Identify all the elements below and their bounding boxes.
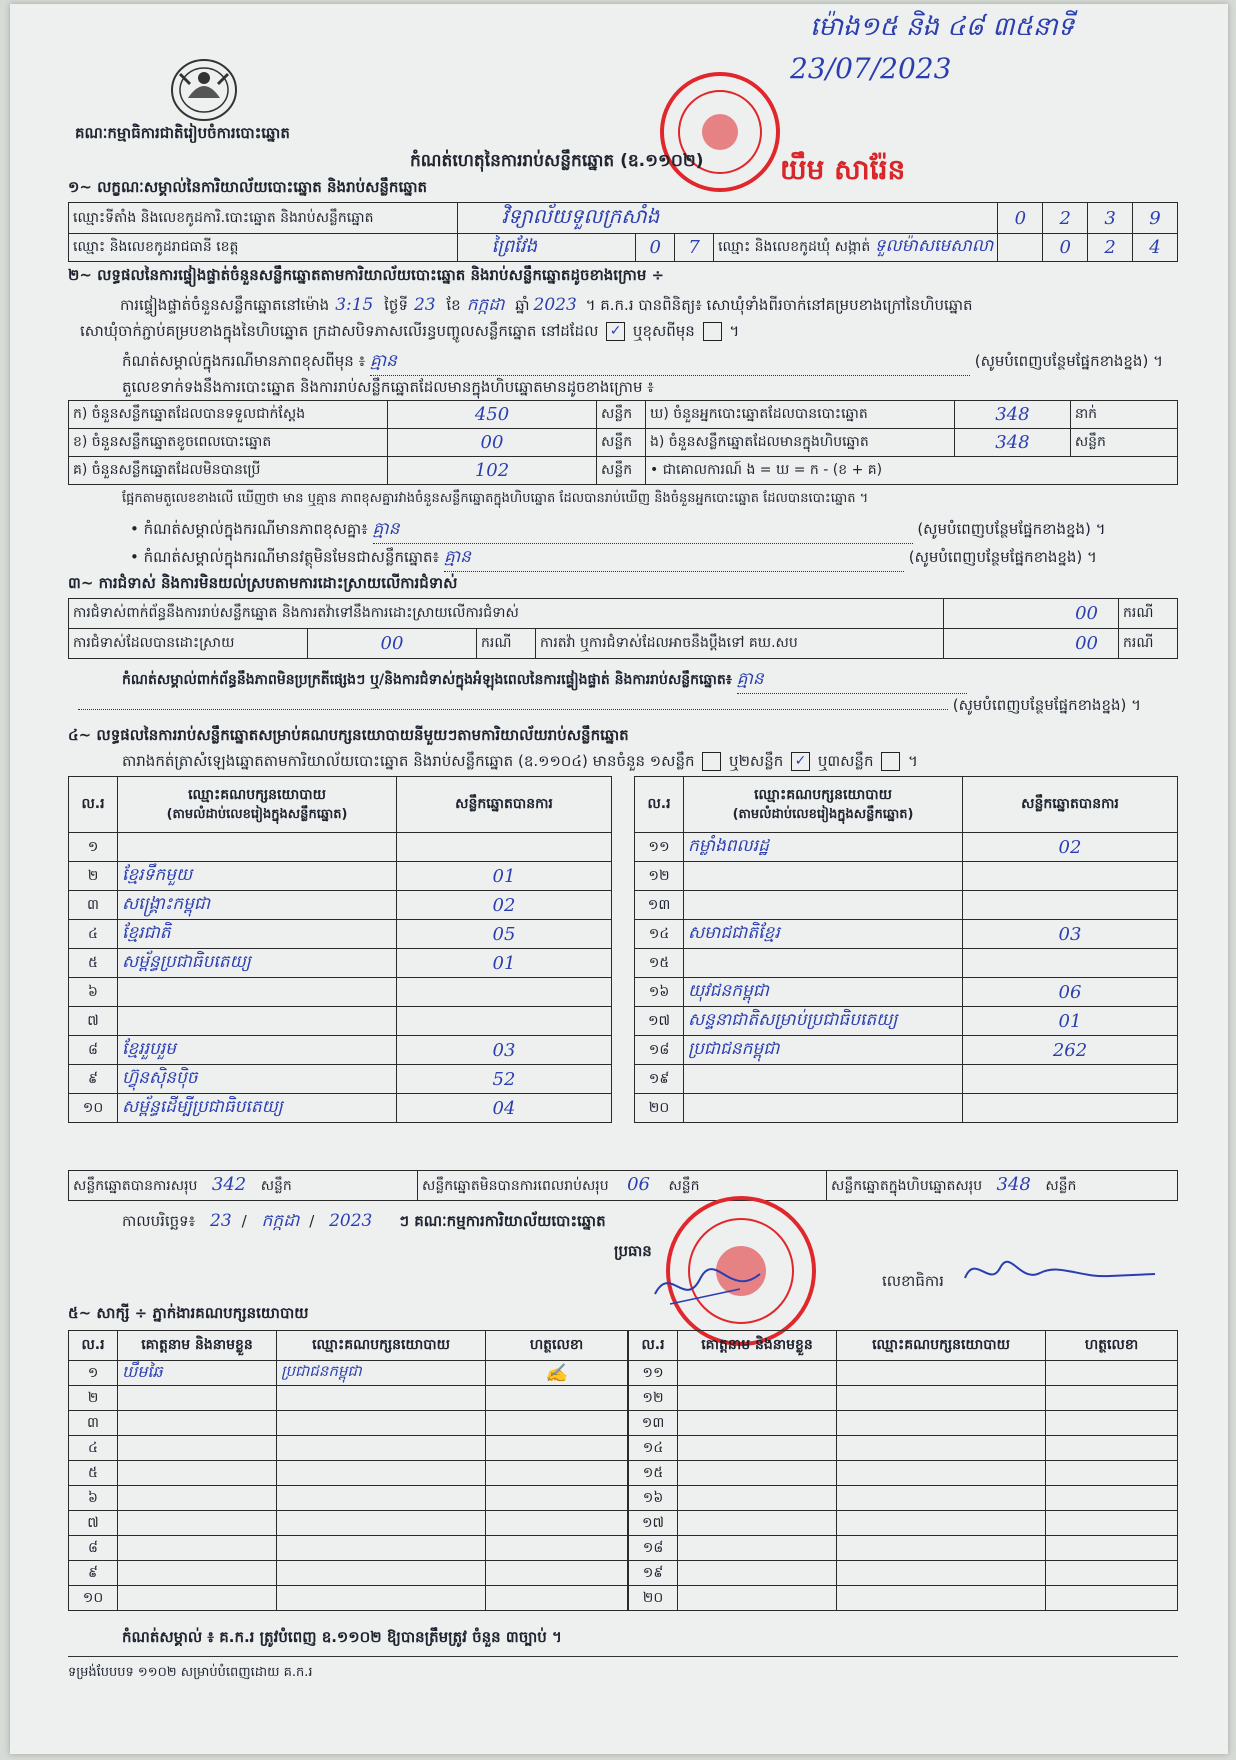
- result-no: ២០: [635, 1094, 684, 1123]
- result-no: ១៨: [635, 1036, 684, 1065]
- result-no: ២: [69, 862, 118, 891]
- witness-name: [118, 1486, 277, 1511]
- witness-row: [69, 1361, 628, 1386]
- result-party: សម្ព័ន្ធដើម្បីប្រជាធិបតេយ្យ: [118, 1094, 397, 1123]
- result-votes: [963, 949, 1178, 978]
- objection-row-label: ការជំទាស់ពាក់ព័ន្ធនឹងការរាប់សន្លឹកឆ្នោត និងការតវ៉ាទៅនឹងការដោះស្រាយលើការជំទាស់: [69, 599, 944, 629]
- result-votes: 02: [963, 833, 1178, 862]
- result-no: ១៧: [635, 1007, 684, 1036]
- foreign-object-bullet-value: គ្មាន: [444, 546, 904, 572]
- resolved-label: ការជំទាស់ដែលបានដោះស្រាយ: [69, 629, 308, 659]
- witness-signature: [486, 1586, 628, 1611]
- witness-party: [277, 1561, 486, 1586]
- witness-name: [678, 1361, 837, 1386]
- section4-heading: ៤~ លទ្ធផលនៃការរាប់សន្លឹកឆ្នោតសម្រាប់គណបក្សនយោបាយនីមួយៗតាមការិយាល័យរាប់សន្លឹកឆ្នោត: [68, 726, 629, 744]
- resolved-unit: ករណី: [477, 629, 536, 659]
- appeal-value: 00: [944, 629, 1119, 659]
- witness-signature: [486, 1561, 628, 1586]
- result-row: [635, 1036, 1178, 1065]
- commune-code-digit: 0: [1043, 234, 1088, 262]
- stats-unit: សន្លឹក: [597, 429, 646, 457]
- witness-name: [678, 1586, 837, 1611]
- difference-note: កំណត់សម្គាល់ក្នុងករណីមានភាពខុសពីមុន ៖ គ្មាន (សូមបំពេញបន្ថែមផ្នែកខាងខ្នង) ។: [122, 350, 1163, 376]
- result-votes: 01: [963, 1007, 1178, 1036]
- compare-line: ផ្អែកតាមតួលេខខាងលើ ឃើញថា មាន ឬគ្មាន ភាពខុសគ្នារវាងចំនួនសន្លឹកឆ្នោតក្នុងហិបឆ្នោត ដែលបានរាប់ឃើញ និងចំនួនអ្នកបោះឆ្នោត ដែលបានបោះឆ្នោត ។: [122, 491, 869, 506]
- one-sheet-checkbox[interactable]: [702, 752, 721, 771]
- commune-label-value: ឈ្មោះ និងលេខកូដឃុំ សង្កាត់ ទួលម៉ាសមេសាលា: [714, 234, 998, 262]
- witness-no: ១៧: [629, 1511, 678, 1536]
- witness-signature: [1046, 1586, 1178, 1611]
- result-party: សន្ទនាជាតិសម្រាប់ប្រជាធិបតេយ្យ: [684, 1007, 963, 1036]
- witness-name: [678, 1436, 837, 1461]
- result-no: ១: [69, 833, 118, 862]
- witness-name: [118, 1386, 277, 1411]
- witness-name: [118, 1436, 277, 1461]
- objection-row-unit: ករណី: [1119, 599, 1178, 629]
- result-votes: [963, 891, 1178, 920]
- witness-no: ១៣: [629, 1411, 678, 1436]
- result-row: [635, 1094, 1178, 1123]
- result-votes: 52: [397, 1065, 612, 1094]
- result-party: សង្គ្រោះកម្ពុជា: [118, 891, 397, 920]
- witness-row: [69, 1561, 628, 1586]
- result-row: [69, 833, 612, 862]
- stats-label: ឃ) ចំនួនអ្នកបោះឆ្នោតដែលបានបោះឆ្នោត: [646, 401, 955, 429]
- foreign-object-bullet: • កំណត់សម្គាល់ក្នុងករណីមានវត្ថុមិនមែនជាសន្លឹកឆ្នោត៖ គ្មាន (សូមបំពេញបន្ថែមផ្នែកខាងខ្នង) ។: [130, 546, 1097, 572]
- result-party: សមាជជាតិខ្មែរ: [684, 920, 963, 949]
- witness-row: [629, 1361, 1178, 1386]
- result-no: ៩: [69, 1065, 118, 1094]
- witness-no: ៥: [69, 1461, 118, 1486]
- commune-code-digit: 2: [1088, 234, 1133, 262]
- witness-no: ៤: [69, 1436, 118, 1461]
- province-label: ឈ្មោះ និងលេខកូដរាជធានី ខេត្ត: [69, 234, 458, 262]
- location-label: ឈ្មោះទីតាំង និងលេខកូដការិ.បោះឆ្នោត និងរាប់សន្លឹកឆ្នោត: [69, 203, 458, 234]
- witness-row: [629, 1436, 1178, 1461]
- witness-row: [629, 1386, 1178, 1411]
- witness-name: [118, 1586, 277, 1611]
- col-no: ល.រ: [69, 777, 118, 833]
- handwritten-time-note: ម៉ោង១៥ និង ៤៨ ៣៥នាទី: [810, 12, 1075, 42]
- witness-row: [629, 1486, 1178, 1511]
- difference-bullet-value: គ្មាន: [373, 518, 913, 544]
- result-row: [69, 862, 612, 891]
- witness-signature: [1046, 1536, 1178, 1561]
- col-party: ឈ្មោះគណបក្សនយោបាយ (តាមលំដាប់លេខរៀងក្នុងសន្លឹកឆ្នោត): [684, 777, 963, 833]
- result-party: [684, 949, 963, 978]
- result-votes: [963, 1065, 1178, 1094]
- result-row: [635, 891, 1178, 920]
- result-no: ១០: [69, 1094, 118, 1123]
- witness-no: ២: [69, 1386, 118, 1411]
- witness-no: ៣: [69, 1411, 118, 1436]
- result-party: យុវជនកម្ពុជា: [684, 978, 963, 1007]
- col-name: គោត្តនាម និងនាមខ្លួន: [678, 1331, 837, 1361]
- witness-row: [69, 1461, 628, 1486]
- signing-date: កាលបរិច្ឆេទ៖ 23 / កក្កដា / 2023 ៗ គណៈកម្មការការិយាល័យបោះឆ្នោត: [122, 1211, 606, 1231]
- stats-value: 00: [388, 429, 597, 457]
- result-no: ៤: [69, 920, 118, 949]
- section5-heading: ៥~ សាក្សី ÷ ភ្នាក់ងារគណបក្សនយោបាយ: [68, 1304, 309, 1322]
- difference-bullet: • កំណត់សម្គាល់ក្នុងករណីមានភាពខុសគ្នា៖ គ្មាន (សូមបំពេញបន្ថែមផ្នែកខាងខ្នង) ។: [130, 518, 1106, 544]
- witness-name: [118, 1511, 277, 1536]
- section1-heading: ១~ លក្ខណៈសម្គាល់នៃការិយាល័យបោះឆ្នោត និងរាប់សន្លឹកឆ្នោត: [68, 178, 428, 196]
- witness-no: ២០: [629, 1586, 678, 1611]
- stats-value: 348: [955, 401, 1071, 429]
- location-value: វិទ្យាល័យទួលក្រសាំង: [457, 203, 998, 234]
- witness-signature: [1046, 1511, 1178, 1536]
- witness-row: [629, 1536, 1178, 1561]
- result-party: ប្រជាជនកម្ពុជា: [684, 1036, 963, 1065]
- witness-table-left: [68, 1330, 628, 1611]
- witness-party: [837, 1561, 1046, 1586]
- same-checkbox[interactable]: ✓: [606, 322, 625, 341]
- witness-signature: ✍: [486, 1361, 628, 1386]
- witness-row: [629, 1411, 1178, 1436]
- col-sign: ហត្ថលេខា: [486, 1331, 628, 1361]
- col-party: ឈ្មោះគណបក្សនយោបាយ: [837, 1331, 1046, 1361]
- result-party: [684, 862, 963, 891]
- witness-party: [277, 1511, 486, 1536]
- form-title: កំណត់ហេតុនៃការរាប់សន្លឹកឆ្នោត (ឧ.១១០២): [410, 151, 704, 171]
- section1-table: [68, 202, 1178, 262]
- appeal-label: ការតវ៉ា ឬការជំទាស់ដែលអាចនឹងប្តឹងទៅ គឃ.សប: [536, 629, 944, 659]
- witness-signature: [1046, 1461, 1178, 1486]
- stats-value: 102: [388, 457, 597, 485]
- results-totals: [68, 1170, 1178, 1201]
- province-code-digit: 7: [675, 234, 714, 262]
- location-code-digit: 9: [1133, 203, 1178, 234]
- col-sign: ហត្ថលេខា: [1046, 1331, 1178, 1361]
- irregularity-note-value: គ្មាន: [737, 668, 967, 694]
- witness-name: [678, 1536, 837, 1561]
- three-sheet-checkbox[interactable]: [881, 752, 900, 771]
- secretary-label: លេខាធិការ: [882, 1272, 944, 1290]
- secretary-signature-icon: [960, 1248, 1160, 1302]
- objection-row-value: 00: [944, 599, 1119, 629]
- witness-name: [678, 1486, 837, 1511]
- witness-signature: [486, 1436, 628, 1461]
- witness-table-right: [628, 1330, 1178, 1611]
- result-votes: [963, 1094, 1178, 1123]
- stats-label: ខ) ចំនួនសន្លឹកឆ្នោតខូចពេលបោះឆ្នោត: [69, 429, 388, 457]
- total-valid: សន្លឹកឆ្នោតបានការសរុប 342 សន្លឹក: [69, 1171, 418, 1201]
- stats-label: ក) ចំនួនសន្លឹកឆ្នោតដែលបានទទួលជាក់ស្តែង: [69, 401, 388, 429]
- result-row: [635, 1065, 1178, 1094]
- location-code-digit: 0: [998, 203, 1043, 234]
- witness-row: [69, 1511, 628, 1536]
- witness-party: ប្រជាជនកម្ពុជា: [277, 1361, 486, 1386]
- witness-no: ១១: [629, 1361, 678, 1386]
- witness-no: ១២: [629, 1386, 678, 1411]
- verification-line-2: សោឃុំចាក់ភ្ជាប់គម្របខាងក្នុងនៃហិបឆ្នោត ក្រដាសបិទភាសលើរន្ធបញ្ចូលសន្លឹកឆ្នោត នៅដដែល ✓ ឬខុសពីមុន ។: [80, 322, 740, 340]
- witness-signature: [486, 1386, 628, 1411]
- result-row: [69, 1065, 612, 1094]
- province-code-digit: 0: [636, 234, 675, 262]
- verification-line-1: ការផ្ទៀងផ្ទាត់ចំនួនសន្លឹកឆ្នោតនៅម៉ោង 3:15 ថ្ងៃទី 23 ខែ កក្កដា ឆ្នាំ 2023 ។ គ.ក.រ បានពិនិត្យ៖ សោឃុំទាំងពីរចាក់នៅគម្របខាងក្រៅនៃហិបឆ្នោត: [120, 295, 973, 315]
- two-sheet-checkbox[interactable]: ✓: [791, 752, 810, 771]
- witness-signature: [1046, 1361, 1178, 1386]
- location-code-digit: 3: [1088, 203, 1133, 234]
- commune-code-empty: [998, 234, 1043, 262]
- witness-signature: [1046, 1486, 1178, 1511]
- org-name: គណៈកម្មាធិការជាតិរៀបចំការបោះឆ្នោត: [75, 124, 290, 142]
- result-votes: 01: [397, 949, 612, 978]
- result-party: កម្លាំងពលរដ្ឋ: [684, 833, 963, 862]
- witness-no: ១០: [69, 1586, 118, 1611]
- nec-emblem-icon: [168, 54, 240, 124]
- witness-party: [837, 1461, 1046, 1486]
- witness-no: ១: [69, 1361, 118, 1386]
- result-votes: 01: [397, 862, 612, 891]
- stats-table: [68, 400, 1178, 485]
- witness-party: [277, 1386, 486, 1411]
- total-invalid: សន្លឹកឆ្នោតមិនបានការពេលរាប់សរុប 06 សន្លឹក: [418, 1171, 827, 1201]
- footer-note: កំណត់សម្គាល់ ៖ គ.ក.រ ត្រូវបំពេញ ឧ.១១០២ ឱ្យបានត្រឹមត្រូវ ចំនួន ៣ច្បាប់ ។: [122, 1628, 562, 1646]
- commune-code-digit: 4: [1133, 234, 1178, 262]
- result-row: [635, 862, 1178, 891]
- result-no: ១១: [635, 833, 684, 862]
- irregularity-note-continued: (សូមបំពេញបន្ថែមផ្នែកខាងខ្នង) ។: [78, 696, 1141, 718]
- witness-party: [837, 1486, 1046, 1511]
- col-no: ល.រ: [635, 777, 684, 833]
- result-votes: [963, 862, 1178, 891]
- result-row: [69, 920, 612, 949]
- witness-party: [837, 1511, 1046, 1536]
- result-no: ១៩: [635, 1065, 684, 1094]
- result-no: ៥: [69, 949, 118, 978]
- result-party: [684, 1065, 963, 1094]
- witness-row: [69, 1486, 628, 1511]
- witness-party: [277, 1461, 486, 1486]
- witness-name: [678, 1386, 837, 1411]
- witness-row: [69, 1411, 628, 1436]
- result-no: ១៤: [635, 920, 684, 949]
- witness-signature: [486, 1486, 628, 1511]
- result-row: [635, 978, 1178, 1007]
- witness-signature: [1046, 1561, 1178, 1586]
- result-row: [635, 949, 1178, 978]
- stats-unit: នាក់: [1070, 401, 1177, 429]
- witness-party: [837, 1536, 1046, 1561]
- results-table-left: [68, 776, 612, 1123]
- result-no: ៨: [69, 1036, 118, 1065]
- result-party: ខ្មែរជាតិ: [118, 920, 397, 949]
- stats-intro: តួលេខទាក់ទងនឹងការបោះឆ្នោត និងការរាប់សន្លឹកឆ្នោតដែលមានក្នុងហិបឆ្នោតមានដូចខាងក្រោម ៖: [122, 378, 654, 396]
- footer-bottom: ទម្រង់បែបបទ ១១០២ សម្រាប់បំពេញដោយ គ.ក.រ: [68, 1665, 313, 1680]
- witness-signature: [1046, 1436, 1178, 1461]
- result-party: [118, 978, 397, 1007]
- col-name: គោត្តនាម និងនាមខ្លួន: [118, 1331, 277, 1361]
- result-votes: 03: [397, 1036, 612, 1065]
- witness-party: [277, 1411, 486, 1436]
- witness-party: [837, 1411, 1046, 1436]
- result-no: ៦: [69, 978, 118, 1007]
- result-no: ១៦: [635, 978, 684, 1007]
- witness-party: [837, 1386, 1046, 1411]
- witness-name: ឃឹមឆៃ: [118, 1361, 277, 1386]
- col-party: ឈ្មោះគណបក្សនយោបាយ: [277, 1331, 486, 1361]
- witness-no: ១៦: [629, 1486, 678, 1511]
- result-no: ១២: [635, 862, 684, 891]
- witness-no: ១៨: [629, 1536, 678, 1561]
- witness-no: ១៤: [629, 1436, 678, 1461]
- result-row: [69, 891, 612, 920]
- result-votes: 04: [397, 1094, 612, 1123]
- total-box: សន្លឹកឆ្នោតក្នុងហិបឆ្នោតសរុប 348 សន្លឹក: [827, 1171, 1178, 1201]
- stats-label: ង) ចំនួនសន្លឹកឆ្នោតដែលមានក្នុងហិបឆ្នោត: [646, 429, 955, 457]
- difference-note-value: គ្មាន: [370, 350, 970, 376]
- witness-name: [678, 1461, 837, 1486]
- section2-heading: ២~ លទ្ធផលនៃការផ្ទៀងផ្ទាត់ចំនួនសន្លឹកឆ្នោតតាមការិយាល័យបោះឆ្នោត និងរាប់សន្លឹកឆ្នោតដូចខាងក្រោម ÷: [68, 266, 665, 284]
- witness-party: [277, 1586, 486, 1611]
- stats-formula: • ជាគោលការណ៍ ង = ឃ = ក - (ខ + គ): [646, 457, 1178, 485]
- witness-signature: [486, 1411, 628, 1436]
- witness-party: [277, 1486, 486, 1511]
- witness-row: [629, 1561, 1178, 1586]
- witness-party: [837, 1436, 1046, 1461]
- result-row: [69, 1094, 612, 1123]
- result-no: ១៣: [635, 891, 684, 920]
- result-no: ៣: [69, 891, 118, 920]
- witness-name: [118, 1561, 277, 1586]
- province-value: ព្រៃវែង: [457, 234, 636, 262]
- witness-name: [678, 1561, 837, 1586]
- result-row: [69, 949, 612, 978]
- col-votes: សន្លឹកឆ្នោតបានការ: [963, 777, 1178, 833]
- witness-row: [629, 1461, 1178, 1486]
- witness-signature: [1046, 1411, 1178, 1436]
- result-votes: 262: [963, 1036, 1178, 1065]
- section3-heading: ៣~ ការជំទាស់ និងការមិនយល់ស្របតាមការដោះស្រាយលើការជំទាស់: [68, 574, 458, 592]
- stats-value: 450: [388, 401, 597, 429]
- witness-row: [629, 1511, 1178, 1536]
- witness-party: [277, 1536, 486, 1561]
- stats-value: 348: [955, 429, 1071, 457]
- footer-rule: [68, 1656, 1178, 1657]
- result-party: សម្ព័ន្ធប្រជាធិបតេយ្យ: [118, 949, 397, 978]
- result-row: [69, 1036, 612, 1065]
- result-votes: 02: [397, 891, 612, 920]
- witness-signature: [1046, 1386, 1178, 1411]
- col-votes: សន្លឹកឆ្នោតបានការ: [397, 777, 612, 833]
- result-votes: [397, 833, 612, 862]
- witness-signature: [486, 1536, 628, 1561]
- result-party: ខ្មែរទឹកមួយ: [118, 862, 397, 891]
- result-row: [69, 1007, 612, 1036]
- witness-row: [69, 1586, 628, 1611]
- witness-signature: [486, 1461, 628, 1486]
- result-party: [684, 1094, 963, 1123]
- witness-no: ១៥: [629, 1461, 678, 1486]
- location-code-digit: 2: [1043, 203, 1088, 234]
- witness-name: [678, 1511, 837, 1536]
- result-no: ៧: [69, 1007, 118, 1036]
- col-no: ល.រ: [629, 1331, 678, 1361]
- stats-label: គ) ចំនួនសន្លឹកឆ្នោតដែលមិនបានប្រើ: [69, 457, 388, 485]
- objections-table: [68, 598, 1178, 659]
- witness-party: [837, 1586, 1046, 1611]
- different-checkbox[interactable]: [703, 322, 722, 341]
- chair-signature-icon: [650, 1254, 770, 1318]
- witness-name: [118, 1461, 277, 1486]
- witness-row: [69, 1386, 628, 1411]
- result-party: ខ្មែររួបរួម: [118, 1036, 397, 1065]
- witness-no: ១៩: [629, 1561, 678, 1586]
- col-no: ល.រ: [69, 1331, 118, 1361]
- results-table-right: [634, 776, 1178, 1123]
- resolved-value: 00: [308, 629, 477, 659]
- result-row: [69, 978, 612, 1007]
- col-party: ឈ្មោះគណបក្សនយោបាយ (តាមលំដាប់លេខរៀងក្នុងសន្លឹកឆ្នោត): [118, 777, 397, 833]
- chair-label: ប្រធាន: [614, 1242, 652, 1260]
- stats-unit: សន្លឹក: [1070, 429, 1177, 457]
- appeal-unit: ករណី: [1119, 629, 1178, 659]
- result-votes: 05: [397, 920, 612, 949]
- result-no: ១៥: [635, 949, 684, 978]
- witness-name: [118, 1536, 277, 1561]
- witness-no: ៨: [69, 1536, 118, 1561]
- witness-no: ៦: [69, 1486, 118, 1511]
- witness-name: [118, 1411, 277, 1436]
- handwritten-date: 23/07/2023: [790, 52, 952, 85]
- witness-row: [69, 1536, 628, 1561]
- result-row: [635, 1007, 1178, 1036]
- result-votes: [397, 978, 612, 1007]
- result-row: [635, 833, 1178, 862]
- result-party: [684, 891, 963, 920]
- form-sheet: [10, 4, 1228, 1754]
- irregularity-note: កំណត់សម្គាល់ពាក់ព័ន្ធនឹងភាពមិនប្រក្រតីផ្សេងៗ ឬ/និងការជំទាស់ក្នុងអំឡុងពេលនៃការផ្ទៀងផ្ទាត់ និងការរាប់សន្លឹកឆ្នោត៖ គ្មាន: [122, 668, 967, 694]
- section4-intro: តារាងកត់ត្រាសំឡេងឆ្នោតតាមការិយាល័យបោះឆ្នោត និងរាប់សន្លឹកឆ្នោត (ឧ.១១០៤) មានចំនួន ១សន្លឹក ឬ២សន្លឹក ✓ ឬ៣សន្លឹក ។: [122, 752, 918, 770]
- stamp-name: យឹម សារ៉ែន: [780, 153, 906, 186]
- result-party: ហ៊្វុនស៊ិនប៉ិច: [118, 1065, 397, 1094]
- witness-row: [69, 1436, 628, 1461]
- result-party: [118, 833, 397, 862]
- result-party: [118, 1007, 397, 1036]
- witness-party: [277, 1436, 486, 1461]
- witness-row: [629, 1586, 1178, 1611]
- witness-signature: [486, 1511, 628, 1536]
- result-votes: [397, 1007, 612, 1036]
- witness-name: [678, 1411, 837, 1436]
- result-row: [635, 920, 1178, 949]
- result-votes: 03: [963, 920, 1178, 949]
- witness-no: ៩: [69, 1561, 118, 1586]
- stats-unit: សន្លឹក: [597, 401, 646, 429]
- stats-unit: សន្លឹក: [597, 457, 646, 485]
- witness-no: ៧: [69, 1511, 118, 1536]
- result-votes: 06: [963, 978, 1178, 1007]
- witness-party: [837, 1361, 1046, 1386]
